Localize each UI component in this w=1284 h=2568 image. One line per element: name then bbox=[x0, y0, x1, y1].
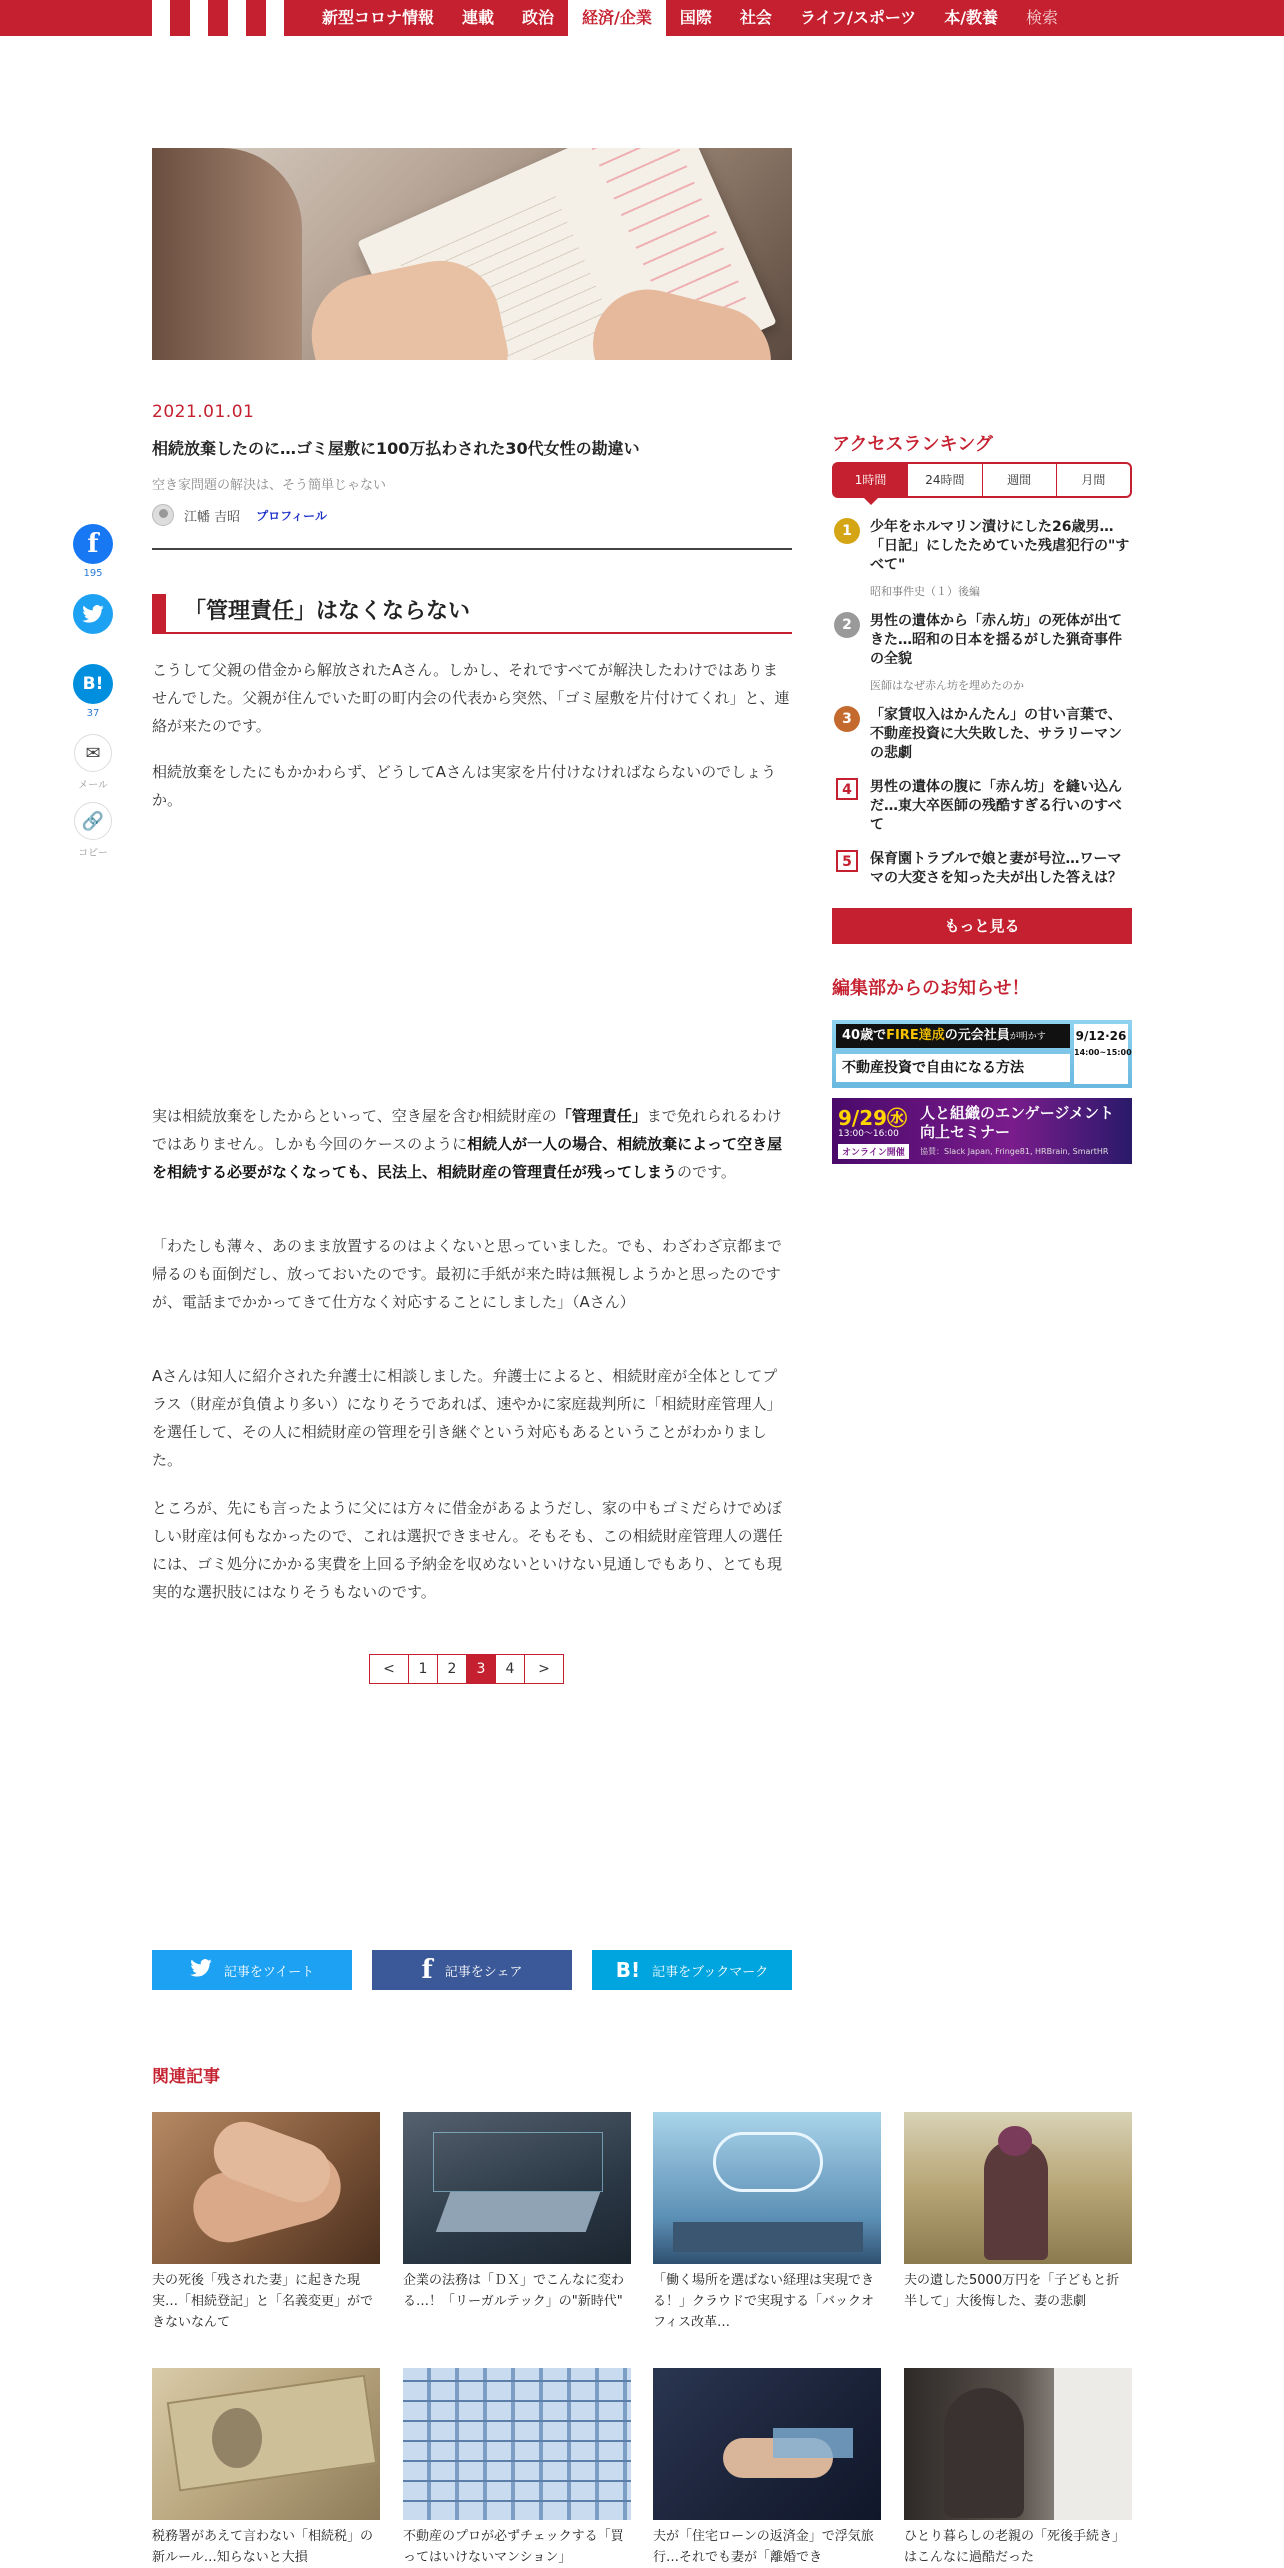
tab-monthly[interactable]: 月間 bbox=[1056, 464, 1130, 496]
nav-item-books[interactable]: 本/教養 bbox=[944, 8, 999, 27]
related-title: ひとり暮らしの老親の「死後手続き」はこんなに過酷だった bbox=[904, 2529, 1126, 2565]
copy-link-icon[interactable]: 🔗 bbox=[74, 802, 112, 840]
related-thumbnail bbox=[904, 2368, 1132, 2520]
nav-item-life-sports[interactable]: ライフ/スポーツ bbox=[799, 8, 917, 27]
pagination bbox=[370, 1654, 564, 1684]
ranking-source: 医師はなぜ赤ん坊を埋めたのか bbox=[870, 679, 1024, 692]
page-link-3[interactable]: 3 bbox=[466, 1654, 496, 1684]
related-thumbnail bbox=[152, 2368, 380, 2520]
fire-seminar-banner[interactable]: 40歳でFIRE達成の元会社員が明かす 9/12·26 14:00~15:00 不動産投資で自由になる方法 bbox=[832, 1020, 1132, 1088]
related-title: 不動産のプロが必ずチェックする「買ってはいけないマンション」 bbox=[403, 2529, 624, 2565]
rank-badge: 5 bbox=[836, 850, 858, 872]
hero-image bbox=[152, 148, 792, 360]
hatena-bookmark-button[interactable] bbox=[592, 1950, 792, 1990]
side-share-bar bbox=[70, 524, 116, 870]
nav-item-corona[interactable]: 新型コロナ情報 bbox=[322, 8, 435, 27]
page-link-1[interactable]: 1 bbox=[408, 1654, 438, 1684]
nav-links bbox=[308, 0, 1072, 36]
page-link-2[interactable]: 2 bbox=[437, 1654, 467, 1684]
tab-1hour[interactable]: 1時間 bbox=[834, 464, 907, 496]
mail-label: メール bbox=[78, 780, 108, 791]
section-heading: 「管理責任」はなくならない bbox=[152, 594, 792, 634]
author-line bbox=[152, 504, 327, 526]
ranking-title[interactable]: 少年をホルマリン漬けにした26歳男…「日記」にしたためていた残虐犯行の"すべて" bbox=[870, 519, 1130, 573]
related-article-card[interactable] bbox=[403, 2112, 631, 2334]
hatena-icon: B! bbox=[615, 1958, 641, 1982]
prev-page-button[interactable]: < bbox=[369, 1654, 409, 1684]
nav-item-series[interactable]: 連載 bbox=[462, 8, 495, 27]
related-thumbnail bbox=[403, 2112, 631, 2264]
site-logo[interactable] bbox=[152, 0, 290, 36]
nav-search[interactable]: 検索 bbox=[1026, 8, 1059, 27]
more-ranking-button[interactable]: もっと見る bbox=[832, 908, 1132, 944]
copy-label: コピー bbox=[78, 848, 108, 859]
rank-badge-gold: 1 bbox=[834, 518, 860, 544]
facebook-share-button[interactable] bbox=[372, 1950, 572, 1990]
nav-item-international[interactable]: 国際 bbox=[679, 8, 712, 27]
related-title: 夫の遺した5000万円を「子どもと折半して」大後悔した、妻の悲劇 bbox=[904, 2273, 1120, 2309]
related-title: 税務署があえて言わない「相続税」の新ルール…知らないと大損 bbox=[152, 2529, 374, 2565]
paragraph: ところが、先にも言ったように父には方々に借金があるようだし、家の中もゴミだらけでめぼしい財産は何もなかったので、これは選択できません。そもそも、この相続財産管理人の選任には、ゴミ処分にかかる実費を上回る予納金を収めないといけない見通しでもあり、とても現実的な選択肢にはなりそうもないのです。 bbox=[152, 1499, 783, 1601]
related-thumbnail bbox=[653, 2112, 881, 2264]
author-name[interactable]: 江幡 吉昭 bbox=[184, 509, 241, 525]
ranking-item[interactable] bbox=[834, 778, 1134, 835]
ranking-item[interactable] bbox=[834, 706, 1134, 763]
paragraph: 「わたしも薄々、あのまま放置するのはよくないと思っていました。でも、わざわざ京都まで帰るのも面倒だし、放っておいたのです。最初に手紙が来た時は無視しようかと思ったのですが、電話までかかってきて仕方なく対応することにしました」（Aさん） bbox=[152, 1237, 783, 1311]
related-article-card[interactable] bbox=[152, 2368, 380, 2568]
paragraph: こうして父親の借金から解放されたAさん。しかし、それですべてが解決したわけではありませんでした。父親が住んでいた町の町内会の代表から突然、「ゴミ屋敷を片付けてくれ」と、連絡が来たのです。 bbox=[152, 661, 790, 735]
ranking-heading: アクセスランキング bbox=[832, 434, 993, 455]
paragraph: 相続放棄をしたにもかかわらず、どうしてAさんは実家を片付けなければならないのでしょうか。 bbox=[152, 763, 777, 809]
related-thumbnail bbox=[152, 2112, 380, 2264]
related-article-card[interactable] bbox=[152, 2112, 380, 2334]
facebook-icon: f bbox=[421, 1955, 433, 1985]
related-thumbnail bbox=[904, 2112, 1132, 2264]
author-avatar[interactable] bbox=[152, 504, 174, 526]
rank-badge: 4 bbox=[836, 778, 858, 800]
nav-item-society[interactable]: 社会 bbox=[739, 8, 772, 27]
notice-heading: 編集部からのお知らせ！ bbox=[832, 978, 1030, 999]
rank-badge-silver: 2 bbox=[834, 612, 860, 638]
facebook-share-label: 記事をシェア bbox=[444, 1964, 523, 1980]
related-article-card[interactable] bbox=[653, 2368, 881, 2568]
related-title: 「働く場所を選ばない経理は実現できる！」クラウドで実現する「バックオフィス改革… bbox=[653, 2273, 875, 2330]
ranking-tabs bbox=[832, 462, 1132, 498]
profile-link[interactable]: プロフィール bbox=[256, 508, 327, 523]
paragraph: Aさんは知人に紹介された弁護士に相談しました。弁護士によると、相続財産が全体としてプラス（財産が負債より多い）になりそうであれば、速やかに家庭裁判所に「相続財産管理人」を選任して、その人に相続財産の管理を引き継ぐという対応もあるということがわかりました。 bbox=[152, 1367, 782, 1469]
related-article-card[interactable] bbox=[904, 2368, 1132, 2568]
related-article-card[interactable] bbox=[403, 2368, 631, 2568]
article-subtitle: 空き家問題の解決は、そう簡単じゃない bbox=[152, 478, 387, 493]
next-page-button[interactable]: > bbox=[524, 1654, 564, 1684]
engagement-seminar-banner[interactable]: 9/29㊌ 13:00〜16:00 オンライン開催 人と組織のエンゲージメント向上セミナー 協賛：Slack Japan, Fringe81, HRBrain, SmartHR bbox=[832, 1098, 1132, 1164]
ranking-item[interactable] bbox=[834, 518, 1134, 599]
article-title: 相続放棄したのに…ゴミ屋敷に100万払わされた30代女性の勘違い bbox=[152, 439, 640, 458]
nav-item-economy[interactable]: 経済/企業 bbox=[568, 0, 666, 36]
ranking-title[interactable]: 男性の遺体の腹に「赤ん坊」を縫い込んだ…東大卒医師の残酷すぎる行いのすべて bbox=[870, 779, 1122, 833]
tweet-label: 記事をツイート bbox=[223, 1964, 315, 1980]
twitter-icon bbox=[190, 1958, 212, 1983]
related-thumbnail bbox=[403, 2368, 631, 2520]
twitter-share-icon[interactable] bbox=[73, 594, 113, 634]
rank-badge-bronze: 3 bbox=[834, 706, 860, 732]
nav-item-politics[interactable]: 政治 bbox=[522, 8, 555, 27]
page-link-4[interactable]: 4 bbox=[495, 1654, 525, 1684]
related-article-card[interactable] bbox=[904, 2112, 1132, 2334]
title-divider bbox=[152, 548, 792, 550]
tab-24hours[interactable]: 24時間 bbox=[907, 464, 981, 496]
tweet-button[interactable] bbox=[152, 1950, 352, 1990]
related-thumbnail bbox=[653, 2368, 881, 2520]
tab-weekly[interactable]: 週間 bbox=[982, 464, 1056, 496]
related-title: 夫が「住宅ローンの返済金」で浮気旅行…それでも妻が「離婚でき bbox=[653, 2529, 874, 2565]
mail-icon[interactable]: ✉ bbox=[74, 734, 112, 772]
related-heading: 関連記事 bbox=[152, 2067, 220, 2087]
hatena-count: 37 bbox=[86, 708, 100, 719]
top-nav bbox=[0, 0, 1284, 36]
ranking-item[interactable] bbox=[834, 612, 1134, 693]
article-date: 2021.01.01 bbox=[152, 402, 255, 422]
hatena-bookmark-label: 記事をブックマーク bbox=[652, 1964, 769, 1980]
ranking-source: 昭和事件史（１）後編 bbox=[870, 585, 980, 598]
ranking-title[interactable]: 保育園トラブルで娘と妻が号泣…ワーママの大変さを知った夫が出した答えは？ bbox=[870, 851, 1122, 886]
related-title: 企業の法務は「ＤＸ」でこんなに変わる…！「リーガルテック」の"新時代" bbox=[403, 2273, 625, 2309]
facebook-count: 195 bbox=[83, 568, 103, 579]
ranking-title[interactable]: 男性の遺体から「赤ん坊」の死体が出てきた…昭和の日本を揺るがした猟奇事件の全貌 bbox=[870, 613, 1122, 667]
facebook-share-icon[interactable]: f bbox=[73, 524, 113, 564]
paragraph: 実は相続放棄をしたからといって、空き屋を含む相続財産の「管理責任」まで免れられるわけではありません。しかも今回のケースのように相続人が一人の場合、相続放棄によって空き屋を相続する必要がなくなっても、民法上、相続財産の管理責任が残ってしまうのです。 bbox=[152, 1107, 783, 1181]
hatena-bookmark-icon[interactable]: B! bbox=[73, 664, 113, 704]
ranking-item[interactable] bbox=[834, 850, 1134, 888]
ranking-title[interactable]: 「家賃収入はかんたん」の甘い言葉で、不動産投資に大失敗した、サラリーマンの悲劇 bbox=[870, 707, 1122, 761]
related-title: 夫の死後「残された妻」に起きた現実…「相続登記」と「名義変更」ができないなんて bbox=[152, 2273, 374, 2330]
related-article-card[interactable] bbox=[653, 2112, 881, 2334]
